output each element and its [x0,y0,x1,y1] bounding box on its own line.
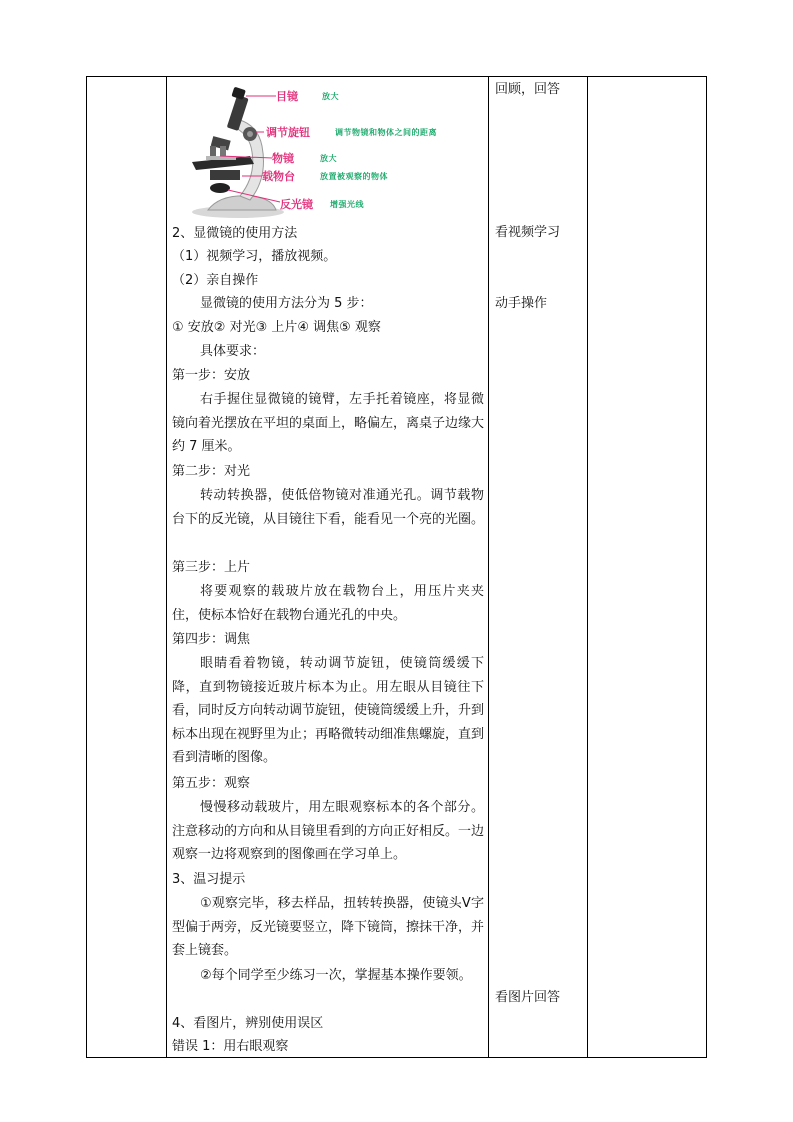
activity-watch-video: 看视频学习 [495,225,561,240]
step-video: （1）视频学习，播放视频。 [172,249,337,264]
step4-text: 眼睛看着物镜，转动调节旋钮，使镜筒缓缓下降，直到物镜接近玻片标本为止。用左眼从目镜往下看，同时反方向转动调节旋钮，使镜筒缓缓上升，升到标本出现在视野里为止；再略微转动细准焦螺旋，直到看到清晰的图像。 [172,656,485,766]
review-tip-2: ②每个同学至少练习一次，掌握基本操作要领。 [200,968,472,983]
step2-text: 转动转换器，使低倍物镜对准通光孔。调节载物台下的反光镜，从目镜往下看，能看见一个亮的光圈。 [172,488,485,527]
figure-label-stage: 载物台 [262,170,295,183]
figure-desc-mirror: 增强光线 [330,200,364,209]
step3-text: 将要观察的载玻片放在载物台上，用压片夹夹住，使标本恰好在载物台通光孔的中央。 [172,584,484,623]
microscope-figure [180,82,486,220]
activity-review-answer: 回顾，回答 [495,82,561,97]
figure-desc-eyepiece: 放大 [322,92,339,101]
activity-picture-answer: 看图片回答 [495,990,561,1005]
step-hands-on: （2）亲自操作 [172,273,259,288]
figure-label-eyepiece: 目镜 [276,90,298,103]
misuse-heading: 4、看图片，辨别使用误区 [172,1016,324,1031]
requirements-heading: 具体要求： [200,344,266,359]
review-tips-heading: 3、温习提示 [172,872,246,887]
student-activity-cell [495,76,585,1058]
figure-desc-adjust-knob: 调节物镜和物体之间的距离 [335,128,437,137]
table-border-col3 [587,76,588,1058]
step3-heading: 第三步：上片 [172,560,251,575]
table-border-col2 [488,76,489,1058]
teaching-content-cell [172,76,486,1058]
table-border-col1 [166,76,167,1058]
figure-label-objective: 物镜 [272,152,294,165]
section-heading-usage: 2、显微镜的使用方法 [172,226,298,241]
figure-desc-stage: 放置被观察的物体 [320,172,388,181]
figure-desc-objective: 放大 [320,154,337,163]
step1-text: 右手握住显微镜的镜臂，左手托着镜座，将显微镜向着光摆放在平坦的桌面上，略偏左，离桌子边缘大约 7 厘米。 [172,392,485,455]
error-1: 错误 1：用右眼观察 [172,1039,289,1054]
table-border-left [86,76,87,1058]
step5-text: 慢慢移动载玻片，用左眼观察标本的各个部分。注意移动的方向和从目镜里看到的方向正好相反。一边观察一边将观察到的图像画在学习单上。 [172,800,485,863]
activity-hands-on: 动手操作 [495,296,548,311]
figure-label-adjust-knob: 调节旋钮 [266,126,310,139]
step5-heading: 第五步：观察 [172,776,251,791]
step4-heading: 第四步：调焦 [172,632,251,647]
steps-list: ① 安放② 对光③ 上片④ 调焦⑤ 观察 [172,320,381,335]
step1-heading: 第一步：安放 [172,368,251,383]
review-tip-1: ①观察完毕，移去样品，扭转转换器，使镜头V字型偏于两旁，反光镜要竖立，降下镜筒，擦抹干净，并套上镜套。 [172,896,485,959]
table-border-right [706,76,707,1058]
step2-heading: 第二步：对光 [172,464,251,479]
figure-label-mirror: 反光镜 [280,198,313,211]
steps-intro: 显微镜的使用方法分为 5 步： [200,296,373,311]
